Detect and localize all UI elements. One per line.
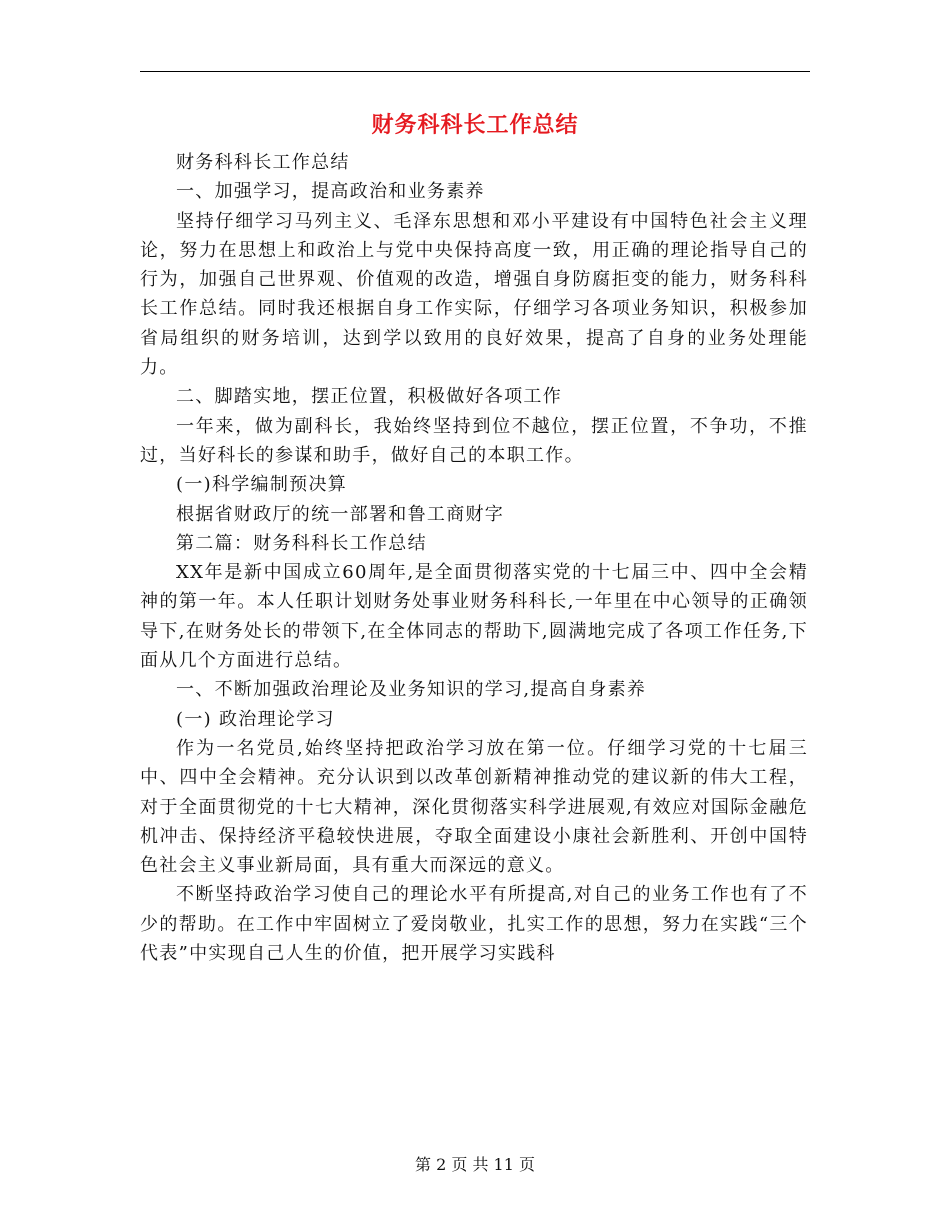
paragraph: XX年是新中国成立60周年,是全面贯彻落实党的十七届三中、四中全会精神的第一年。本人任职计划财务处事业财务科科长,一年里在中心领导的正确领导下,在财务处长的带领下,在全体同志的帮助下,圆满地完成了各项工作任务,下面从几个方面进行总结。 <box>140 562 808 672</box>
paragraph: 坚持仔细学习马列主义、毛泽东思想和邓小平建设有中国特色社会主义理论，努力在思想上和政治上与党中央保持高度一致，用正确的理论指导自己的行为，加强自己世界观、价值观的改造，增强自身防腐拒变的能力，财务科科长工作总结。同时我还根据自身工作实际，仔细学习各项业务知识，积极参加省局组织的财务培训，达到学以致用的良好效果，提高了自身的业务处理能力。 <box>140 210 808 379</box>
paragraph-subheading: (一)科学编制预决算 <box>176 474 348 496</box>
paragraph-heading-3: 一、不断加强政治理论及业务知识的学习,提高自身素养 <box>176 679 647 701</box>
paragraph-heading-1: 一、加强学习，提高政治和业务素养 <box>176 181 485 203</box>
paragraph-heading-2: 二、脚踏实地，摆正位置，积极做好各项工作 <box>176 386 562 408</box>
header-rule <box>140 71 810 72</box>
paragraph: 作为一名党员,始终坚持把政治学习放在第一位。仔细学习党的十七届三中、四中全会精神。充分认识到以改革创新精神推动党的建议新的伟大工程，对于全面贯彻党的十七大精神，深化贯彻落实科学进展观,有效应对国际金融危机冲击、保持经济平稳较快进展，夺取全面建设小康社会新胜利、开创中国特色社会主义事业新局面，具有重大而深远的意义。 <box>140 737 808 877</box>
paragraph-subtitle: 财务科科长工作总结 <box>176 152 350 173</box>
paragraph-section-title: 第二篇：财务科科长工作总结 <box>176 532 427 554</box>
paragraph: 一年来，做为副科长，我始终坚持到位不越位，摆正位置，不争功，不推过，当好科长的参谋和助手，做好自己的本职工作。 <box>140 415 808 466</box>
paragraph-subheading: (一) 政治理论学习 <box>176 708 335 730</box>
page-number-footer: 第 2 页 共 11 页 <box>415 1155 535 1174</box>
paragraph: 不断坚持政治学习使自己的理论水平有所提高,对自己的业务工作也有了不少的帮助。在工作中牢固树立了爱岗敬业，扎实工作的思想，努力在实践“三个代表”中实现自己人生的价值，把开展学习实践科 <box>140 884 808 965</box>
document-body <box>140 148 808 968</box>
paragraph: 根据省财政厅的统一部署和鲁工商财字 <box>176 503 505 525</box>
document-title: 财务科科长工作总结 <box>371 113 579 138</box>
